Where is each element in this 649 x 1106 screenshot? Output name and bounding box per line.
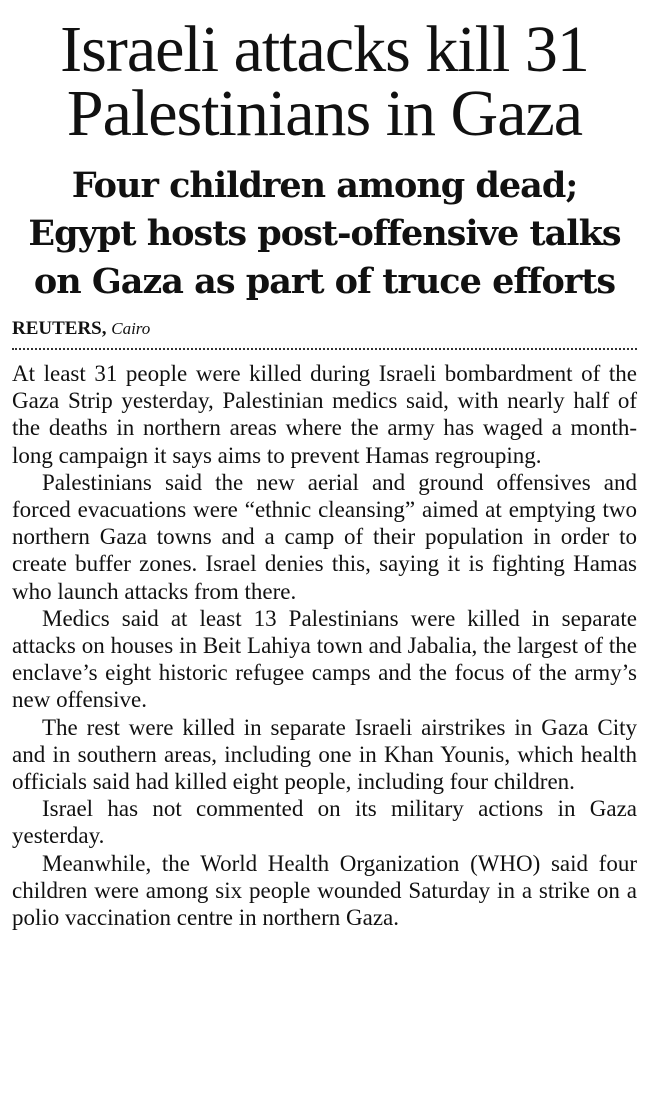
subheadline <box>12 162 637 306</box>
subheadline-line-3: on Gaza as part of truce efforts <box>33 261 616 302</box>
paragraph-1: At least 31 people were killed during Israeli bombardment of the Gaza Strip yesterday, Palestinian medics said, with nearly half of the deaths in northern areas where the army has waged a month-long campaign it says aims to prevent Hamas regrouping. <box>12 361 637 468</box>
paragraph-2: Palestinians said the new aerial and ground offensives and forced evacuations were “ethnic cleansing” aimed at emptying two northern Gaza towns and a camp of their population in order to create buffer zones. Israel denies this, saying it is fighting Hamas who launch attacks from there. <box>12 469 637 604</box>
headline-line-2: Palestinians in Gaza <box>66 77 583 150</box>
paragraph-6: Meanwhile, the World Health Organization (WHO) said four children were among six people wounded Saturday in a strike on a polio vaccination centre in northern Gaza. <box>12 850 637 931</box>
subheadline-line-1: Four children among dead; <box>71 165 578 206</box>
subheadline-line-2: Egypt hosts post-offensive talks <box>28 213 621 254</box>
dotted-divider <box>12 348 637 350</box>
paragraph-3: Medics said at least 13 Palestinians were killed in separate attacks on houses in Beit Lahiya town and Jabalia, the largest of the enclave’s eight historic refugee camps and the focus of the army’s new offensive. <box>12 605 637 713</box>
article-body <box>12 360 637 931</box>
headline <box>12 0 637 150</box>
byline-place: Cairo <box>111 319 151 338</box>
byline <box>12 318 637 340</box>
headline-line-1: Israeli attacks kill 31 <box>60 13 589 86</box>
paragraph-4: The rest were killed in separate Israeli airstrikes in Gaza City and in southern areas, including one in Khan Younis, which health officials said had killed eight people, including four children. <box>12 714 637 795</box>
byline-agency: REUTERS, <box>12 318 107 339</box>
paragraph-5: Israel has not commented on its military actions in Gaza yesterday. <box>12 796 637 849</box>
